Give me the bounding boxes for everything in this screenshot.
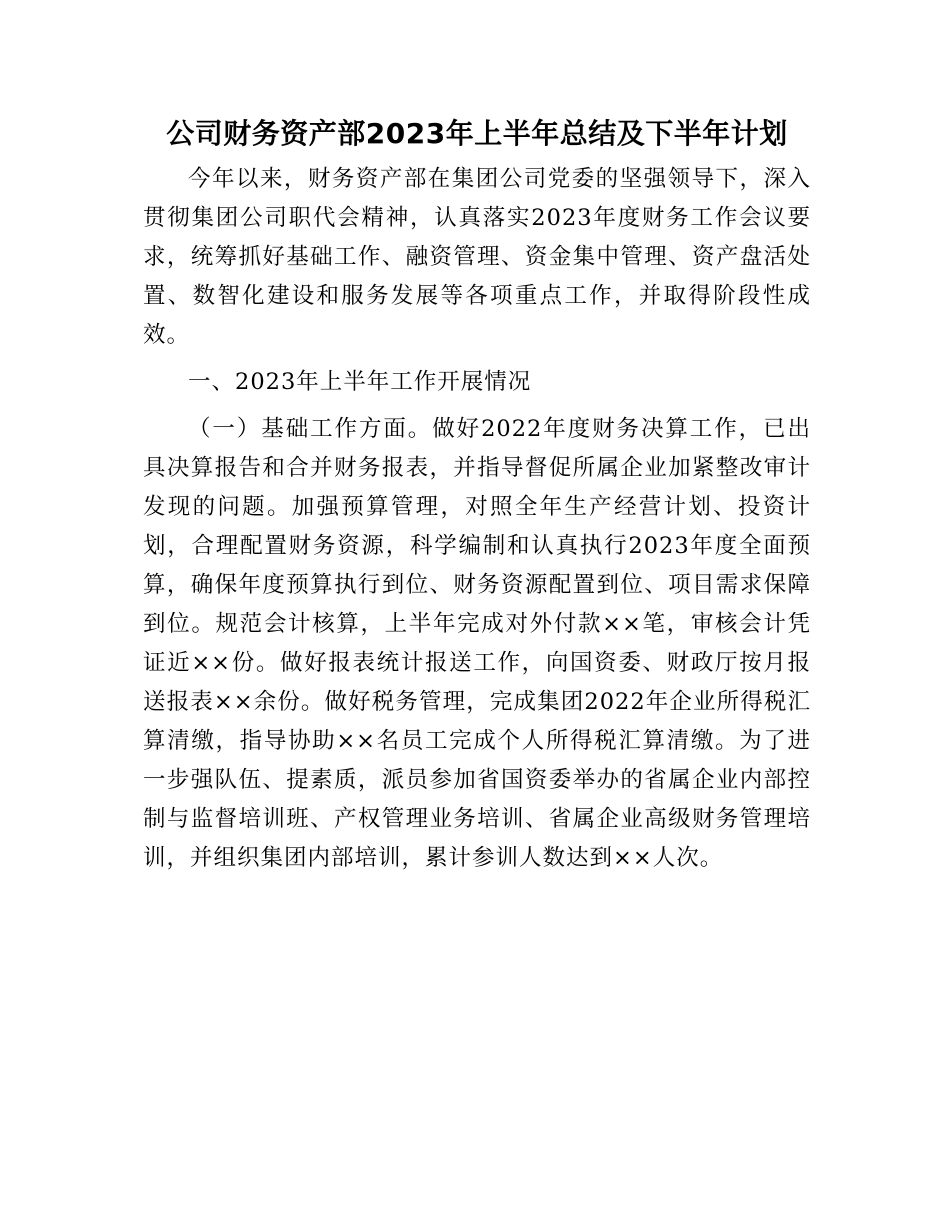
document-title: 公司财务资产部2023年上半年总结及下半年计划 [166,117,788,150]
document-page [143,110,811,878]
intro-paragraph: 今年以来，财务资产部在集团公司党委的坚强领导下，深入贯彻集团公司职代会精神，认真落实2023年度财务工作会议要求，统筹抓好基础工作、融资管理、资金集中管理、资产盘活处置、数智化建设和服务发展等各项重点工作，并取得阶段性成效。 [143,166,811,348]
body-paragraph: （一）基础工作方面。做好2022年度财务决算工作，已出具决算报告和合并财务报表，并指导督促所属企业加紧整改审计发现的问题。加强预算管理，对照全年生产经营计划、投资计划，合理配置财务资源，科学编制和认真执行2023年度全面预算，确保年度预算执行到位、财务资源配置到位、项目需求保障到位。规范会计核算，上半年完成对外付款××笔，审核会计凭证近××份。做好报表统计报送工作，向国资委、财政厅按月报送报表××余份。做好税务管理，完成集团2022年企业所得税汇算清缴，指导协助××名员工完成个人所得税汇算清缴。为了进一步强队伍、提素质，派员参加省国资委举办的省属企业内部控制与监督培训班、产权管理业务培训、省属企业高级财务管理培训，并组织集团内部培训，累计参训人数达到××人次。 [143,416,811,871]
section-heading: 一、2023年上半年工作开展情况 [188,369,532,395]
